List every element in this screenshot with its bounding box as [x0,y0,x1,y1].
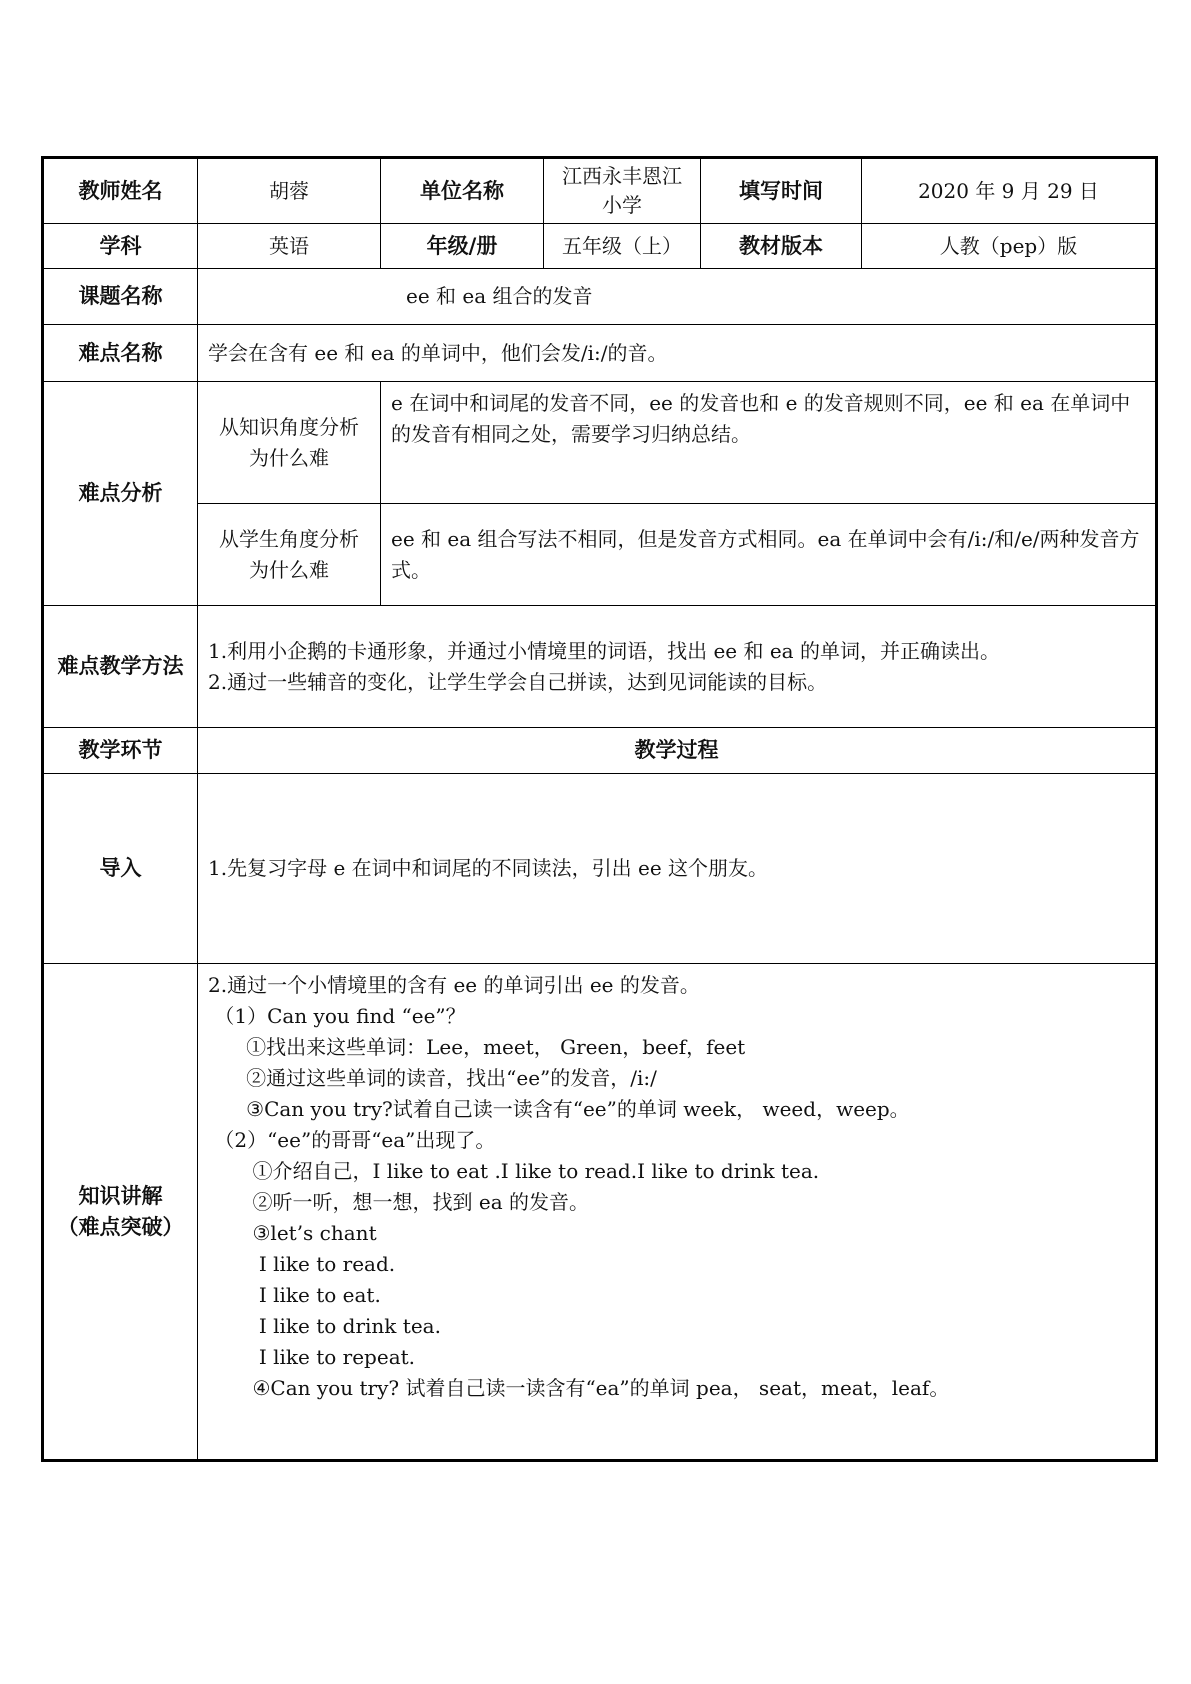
knowledge-line: I like to repeat. [208,1345,416,1369]
edition-label: 教材版本 [701,224,862,269]
lesson-plan-table [41,156,1158,1462]
teacher-name-value: 胡蓉 [198,158,381,224]
lesson-plan-sheet [41,156,1155,1462]
student-angle-label-line-2: 为什么难 [249,557,329,582]
grade-value: 五年级（上） [544,224,701,269]
knowledge-content [198,964,1157,1461]
knowledge-line: I like to read. [208,1252,396,1276]
topic-value: ee 和 ea 组合的发音 [198,269,1157,325]
fill-date-value: 2020 年 9 月 29 日 [862,158,1157,224]
teacher-name-label: 教师姓名 [43,158,198,224]
analysis-label: 难点分析 [43,382,198,606]
knowledge-line: I like to drink tea. [208,1314,441,1338]
method-line-1: 1.利用小企鹅的卡通形象，并通过小情境里的词语，找出 ee 和 ea 的单词，并正确读出。 [208,638,1000,663]
knowledge-line: ①找出来这些单词：Lee，meet， Green，beef，feet [208,1035,746,1059]
knowledge-label-line-2: （难点突破） [57,1214,184,1239]
knowledge-angle-label-line-2: 为什么难 [249,445,329,470]
process-header: 教学过程 [198,728,1157,774]
knowledge-angle-label-line-1: 从知识角度分析 [219,414,359,439]
student-angle-label [198,504,381,606]
info-row-1 [43,158,1157,224]
subject-value: 英语 [198,224,381,269]
process-header-row [43,728,1157,774]
knowledge-line: I like to eat. [208,1283,381,1307]
difficulty-value: 学会在含有 ee 和 ea 的单词中，他们会发/i:/的音。 [198,325,1157,382]
stage-header: 教学环节 [43,728,198,774]
knowledge-label-line-1: 知识讲解 [78,1183,163,1208]
topic-label: 课题名称 [43,269,198,325]
intro-label: 导入 [43,774,198,964]
student-angle-label-line-1: 从学生角度分析 [219,526,359,551]
knowledge-line: （1）Can you find “ee”？ [208,1004,466,1028]
knowledge-angle-text: e 在词中和词尾的发音不同，ee 的发音也和 e 的发音规则不同，ee 和 ea 在单词中的发音有相同之处，需要学习归纳总结。 [381,382,1157,504]
knowledge-label [43,964,198,1461]
method-text [198,606,1157,728]
knowledge-line: ③Can you try?试着自己读一读含有“ee”的单词 week， weed，weep。 [208,1097,910,1121]
method-row [43,606,1157,728]
unit-name-value: 江西永丰恩江小学 [544,158,701,224]
method-label: 难点教学方法 [43,606,198,728]
student-angle-text: ee 和 ea 组合写法不相同，但是发音方式相同。ea 在单词中会有/i:/和/e/两种发音方式。 [381,504,1157,606]
analysis-row-student [43,504,1157,606]
fill-date-label: 填写时间 [701,158,862,224]
knowledge-line: ②听一听，想一想，找到 ea 的发音。 [208,1190,589,1214]
knowledge-line: （2）“ee”的哥哥“ea”出现了。 [208,1128,496,1152]
knowledge-line: ④Can you try? 试着自己读一读含有“ea”的单词 pea， seat，meat，leaf。 [208,1376,950,1400]
knowledge-line: 2.通过一个小情境里的含有 ee 的单词引出 ee 的发音。 [208,973,700,997]
analysis-row-knowledge [43,382,1157,504]
edition-value: 人教（pep）版 [862,224,1157,269]
difficulty-row [43,325,1157,382]
subject-label: 学科 [43,224,198,269]
knowledge-line: ①介绍自己，I like to eat .I like to read.I like to drink tea. [208,1159,820,1183]
method-line-2: 2.通过一些辅音的变化，让学生学会自己拼读，达到见词能读的目标。 [208,669,828,694]
difficulty-label: 难点名称 [43,325,198,382]
knowledge-line: ②通过这些单词的读音，找出“ee”的发音，/i:/ [208,1066,657,1090]
intro-row [43,774,1157,964]
intro-text: 1.先复习字母 e 在词中和词尾的不同读法，引出 ee 这个朋友。 [198,774,1157,964]
knowledge-line: ③let’s chant [208,1221,377,1245]
info-row-2 [43,224,1157,269]
topic-row [43,269,1157,325]
knowledge-row [43,964,1157,1461]
grade-label: 年级/册 [381,224,544,269]
unit-name-label: 单位名称 [381,158,544,224]
knowledge-angle-label [198,382,381,504]
